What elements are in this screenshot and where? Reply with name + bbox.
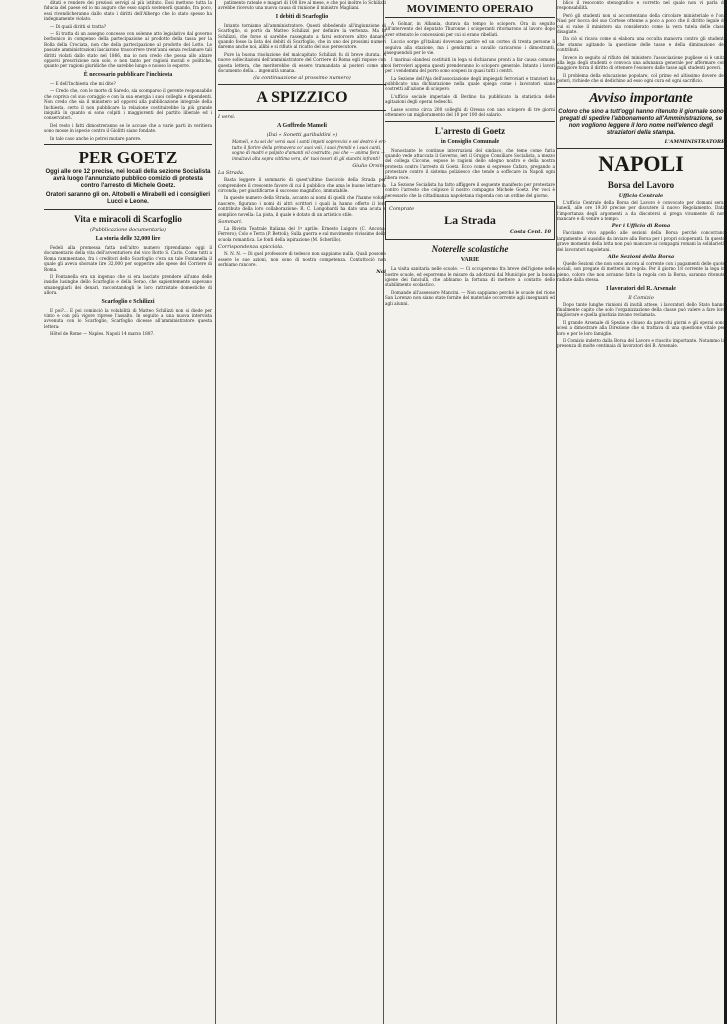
- col3-arresto: Nonostante le continue interruzioni del sindaco, che teme come furia quando vede attaccata il Governo, ieri il Gruppo Consiliare Socialista, a mezzo del collega Ciccone, espose le ragioni dello sdegno nostro e della nostra protesta contro l'arresto di Goetz. Ecco come si espresse Cafaro, pregando a protestare contro il sistema poliziesco che tende a soffocare in Napoli ogni libera voce.: [385, 147, 555, 180]
- column-4: [557, 0, 725, 1024]
- heading-scarfoglio-schilizzi: Scarfoglio e Schilizzi: [101, 298, 155, 305]
- signature-noi: Noi: [376, 269, 386, 276]
- col4-pro: Facciamo vivo appello alle sezioni della Borsa perché concorrano largamente al sussidio da inviare alla Borsa per i propri scioperanti. In questo grave momento della lotta non può mancare ai compagni romani la solidarietà dei lavoratori napoletani.: [557, 230, 725, 252]
- vita-subtitle: (Pubblicazione documentaria): [90, 226, 166, 233]
- col2-strada-2: In queste numero della Strada, accanto ai nomi di quelli che l'hanno voluto nascere, figurano i nomi di altri scrittori i quali la hanno offerto il loro contributo della loro collaborazione: R. C. Longobardi ha dato una acuta e semplice novella: La pista, il quale è dotato di un artistico stile.: [218, 195, 386, 217]
- heading-debiti-scarfoglio: I debiti di Scarfoglio: [275, 13, 329, 20]
- col3-mov-1: A Golnar, in Albania, durava da tempo lo sciopero. Ora in seguito all'intervento del deputato Thuronne i scioperanti ritornarono al lavoro dopo aver ottenuto le concessioni per cui si erano ribellati.: [385, 21, 555, 37]
- col1-storia: Fedeli alla promessa fatta nell'altro numero riprendiamo oggi il documentario della vita dell'avventuriero del vico Rotto S. Carlo. Come tutti a Roma rammentano, fra i creditori dello Scarfoglio c'era un tale Fontanella il quale gli aveva sborsate lire 32,000 per sopperire alle spese del Corriere di Roma.: [44, 244, 212, 272]
- col1-letter: Hôtel de Rome — Naples. Napoli 14 marzo 1887.: [50, 331, 155, 337]
- heading-la-strada: La Strada.: [218, 170, 245, 177]
- col1-answer-3: Del resto i fatti dimostreranno se le accuse che a varie parti in veritiera sono mosse in ispecie contro il Giolitti siano fondate.: [44, 122, 212, 134]
- col2-debiti-2: Pure la buona risoluzione del malcapitato Schilizzi fu di breve durata. A nuove sollecitazioni dell'amministratore del Corriere di Roma egli rispose con questa lettera, che meriterebbe di essere tramandata ai posteri come un documento della... ingenuità umana.: [218, 51, 386, 74]
- col1-question-1: — Di quali diritti si tratta?: [50, 23, 106, 29]
- comprate-la-strada-ad: [385, 201, 555, 240]
- comprate-title: La Strada: [444, 213, 496, 228]
- heading-arresto-goetz: L'arresto di Goetz: [434, 125, 506, 136]
- heading-lavoratori-arsenale: I lavoratori del R. Arsenale: [606, 285, 676, 292]
- col3-mov-4: La Sezione dell'Aja dell'associazione degli impiegati ferroviari e tranvieri ha pubblicato una dichiarazione nella quale spiega come i lavoratori siano costretti all'azione di sciopero.: [385, 75, 555, 92]
- heading-varie: VARIE: [460, 257, 480, 264]
- col4-sezioni: Quelle Sezioni che non sono ancora al corrente con i pagamenti delle quote sociali, son pregate di mettersi in regola. Per il giorno 18 corrente la lega in pieno, coloro che non avranno fatto la regola con la Borsa, saranno ritenute radiate dalla stessa.: [557, 260, 725, 283]
- mameli-poem: Mameli, e tu sei de' versi suoi i santi impeti soprevvivi e sei destro è ero tutto il fiorire della primavera co' suoi voli, i suoi fremiti e i suoi canti, sogno di madri e palpito d'amanti vil costrutto, poi che — anima fiera — innalzavi alta sopra vittima vera, de' tuoi tesori di gli stanchi infranti!: [232, 139, 386, 161]
- col2-intro: patimento rateale e magari di 100 lire al mese, e che poi inoltre lo Schilizzi avrebbe ricevuto una nuova causa di riunione il ministro Magliani.: [218, 0, 386, 11]
- avviso-signature: L'AMMINISTRATORE: [664, 138, 725, 145]
- divider: [385, 17, 555, 18]
- col4-borsa: L'ufficio Centrale della Borsa del Lavoro è convocato per domani sera, lunedì, alle ore 19.30 precise per discutere il nuovo Regolamento. Data l'importanza degli argomenti a da discutersi si prega vivamente di non mancare e di venire a tempo.: [557, 199, 725, 221]
- col1-answer-1: — Si tratta di un assegno concesso con solenne atto legislativo dal governo borbonico in compenso della partecipazione al prodotto della tassa per la Bolla della Crociata, non che della partecipazione al prodotto del Lotto. Le passate amministrazioni lasciarono trascorrere trent'anni senza reclamare tali diritti violati dallo stato nel 1866, ma io non credo che possa allo alzare opporsi prescrizione non solo, e non tanto per ragioni morali e politiche, quanto per ragioni giuridiche che sarebbe lungo e noioso lo esporre.: [44, 31, 212, 69]
- column-1: [44, 0, 212, 1024]
- heading-corrispondenza: Corrispondenza spicciola.: [218, 244, 284, 251]
- divider: [44, 144, 212, 145]
- col2-sommario: La Rivista Teatrale Italiana del 1º aprile: Ernesto Luigoro (C. Ancona-Ferrero); Colo e Terra (P. Bettoli); Sulla guerra e sul movimento vivissimo della scuola romantica. Le fonti della ispirazione (M. Scherillo).: [218, 225, 386, 242]
- col3-mov-3: I marinai olandesi costituiti in lega si dichiarano pronti a far causa comune coi ferrovieri appena questi prenderanno lo sciopero generale. Intanto i lavori per i vendemmi del porto sono sospesi in quasi tutti i centri.: [385, 57, 555, 74]
- col1-answer-4: In tale caso anche io potrei mutare parere.: [50, 135, 142, 141]
- heading-pro-roma: Per i Ufficio di Roma: [611, 223, 671, 230]
- col1-storia-2: Il Fontanella era un ingenuo che si era lasciato prendere all'amo delle insidie lusinghe dello Scarfoglio e della Serao, che sapientemente sapevano smaneggiarli dei denari, raccontandogli le loro rattristate domestiche di allora.: [44, 273, 212, 296]
- col4-cont-4: Il problema della educazione popolare, col primo ed altissimo dovere dei poteri, richiede che si dedichino ad esso ogni cura ed ogni sacrificio.: [557, 72, 725, 84]
- headline-a-spizzico: A SPIZZICO: [256, 89, 348, 107]
- versi-tag: I versi.: [218, 114, 236, 121]
- ufficio-centrale: Ufficio Centrale: [618, 192, 664, 199]
- avviso-text: Coloro che sino a tutt'oggi hanno ritenuto il giornale sono pregati di spedire l'abbonamento all'Amministrazione, se non vogliono leggere il loro nome nell'elenco degli straziatori della stampa.: [558, 108, 724, 136]
- col3-arresto-2: La Sezione Socialista ha fatto affiggere il seguente manifesto per protestare contro l'arresto che colpisce il nostro compagno Michele Goetz. Per voci è necessario che la cittadinanza napoletana risponda con un ordine del giorno.: [385, 181, 555, 198]
- divider: [218, 110, 386, 111]
- headline-avviso: Avviso importante: [589, 90, 693, 106]
- heading-sommari: Sommari.: [218, 218, 243, 225]
- col4-cont-3: Invece in seguito al rifiuto del ministero l'associazione pugliese si è unita alla lega degli studenti e convoca una adunanza generale per affermare con maggiore forza il diritto di ottenere l'esonero dalle tasse agli studenti poveri.: [557, 54, 725, 71]
- heading-storia-32000: La storia delle 32,000 lire: [95, 235, 161, 242]
- heading-comizio: Il Comizio: [628, 294, 654, 301]
- col4-arsenale-3: Il Comizio indetto dalla Borsa del Lavoro e riuscito importante. Notammo la presenza di molte centinaia di lavoratori del R. Arsenale.: [557, 338, 725, 349]
- divider: [44, 209, 212, 210]
- heading-sezioni-borsa: Alle Sezioni della Borsa: [607, 253, 675, 260]
- mameli-subtitle: (Dai « Sonetti garibaldini »): [266, 132, 338, 139]
- heading-noterelle: Noterelle scolastiche: [431, 244, 509, 255]
- col3-mov-5: L'ufficio sociale imperiale di Berlino ha pubblicato la statistica delle agitazioni degli operai tedeschi.: [385, 93, 555, 105]
- arresto-subtitle: in Consiglio Comunale: [440, 138, 500, 145]
- comprate-price: Costa Cent. 10: [510, 229, 551, 236]
- col3-noterelle: La visita sanitaria nelle scuole. — Ci occuperemo fra breve dell'igiene nelle nostre scuole, ed esporremo le misure da adottarsi dal Municipio per la buona igiene dei fanciulli, che abbiamo la fortuna di mettere a contatto dello stabilimento scolastico.: [385, 266, 555, 288]
- comprate-label: Comprate: [389, 206, 415, 213]
- col2-corrispondenza: N. N. N. — Di quel professore di tedesco non sappiamo nulla. Quali possono essere le sue azioni, non sono di nostra competenza. Contuttociò non serbiamo rancore.: [218, 251, 386, 267]
- heading-movimento-operaio: MOVIMENTO OPERAIO: [406, 3, 534, 15]
- headline-napoli: NAPOLI: [598, 150, 684, 176]
- col4-arsenale-2: Il grande Arsenale di Spezia e chiuso da parecchi giorni e gli operai sono scesi a dimostrare alla Direzione che si trattava di una questione vitale per loro e per le loro famiglie.: [557, 319, 725, 336]
- heading-vita-scarfoglio: Vita e miracoli di Scarfoglio: [74, 213, 182, 224]
- divider: [557, 148, 725, 149]
- col1-schilizzi: E poi?... E poi cominciò la volubilità di Matteo Schilizzi non si diede per vinto e con più vigore riprese l'assalto. In seguito a una nuova intervista avvenuta con lo Scarfoglio, Scarfoglio dicesse all'amministratore questa lettera:: [44, 307, 212, 329]
- col4-arsenale: Dopo tante lunghe riunioni di inutili attese, i lavoratori dello Stato hanno finalmente capito che solo l'organizzazione della classe può valere a fare loro migliorare e quella giustizia invano reclamata.: [557, 301, 725, 318]
- col2-strada: Basta leggere il sommario di quest'ultimo fascicolo della Strada per comprendere il crescente favore di cui il pubblico che ama le buone letture la circonda; per giustificarne il successo magnifico, immutabile.: [218, 177, 386, 193]
- heading-goffredo-mameli: A Goffredo Mameli: [277, 123, 327, 130]
- divider: [385, 121, 555, 122]
- goetz-comizio-note: Oggi alle ore 12 precise, nei locali della sezione Socialista avrà luogo l'annunziato pubblico comizio di protesta contro l'arresto di Michele Goetz.: [45, 168, 211, 189]
- divider: [218, 84, 386, 85]
- goetz-speakers: Oratori saranno gli on. Altobelli e Mirabelli ed i consiglieri Lucci e Leone.: [45, 191, 211, 205]
- col4-cont-2: Da ciò si ricava come si elabora una occulta manovra contro gli studenti che stanno agitando la questione delle tasse e della diminuzione dei contributi.: [557, 36, 725, 53]
- divider: [557, 87, 725, 88]
- heading-borsa-lavoro: Borsa del Lavoro: [607, 179, 675, 190]
- col2-debiti: Intanto torniamo all'amministratore. Questi obbedendo all'ingiunzione di Scarfoglio, si portò da Matteo Schilizzi per definire la vertenza. Ma lo Schilizzi, che forse si sarebbe rassegnato a farsi estorcere altro danaro, quando fosse la lista dei debiti di Scarfoglio, che in uno dei prossimi numeri daremo anche noi, allibì e si rifiutò al ricatto del suo persecutore.: [218, 22, 386, 50]
- column-3: [385, 0, 555, 1024]
- column-2: [218, 0, 386, 1024]
- col1-question-2: — E dell'Inchiesta che mi dite?: [50, 80, 116, 86]
- col3-mov-6: Lasse scorso circa 200 colleghi di Oressa con uno sciopero di tre giorni ottennero un miglioramento del 10 per 100 del salario.: [385, 106, 555, 118]
- col4-cont-1: Però gli studenti non si accontentano della circolare ministeriale e l'on. Nasi per bocca del suo Cortese ottenne a poco a poco che il diritto legale di cui si valse il ministero sia considerato come la vera tutela delle classi disagiate.: [557, 12, 725, 35]
- col4-intro: blico il resoconto stenografico e corretto nel quale non vi parla di responsabilità.: [557, 0, 725, 11]
- col1-answer-2: — Credo che, con le morte di Saredo, sia scomparso il gerente responsabile che copriva col suo coraggio e con la sua energia i suoi colleghi e dipendenti. Non credo che sia il ministero ad opporsi alla pubblicazione integrale della Inchiesta, certo il non pubblicare la relazione costituirebbe la più grande iniquità in quanto si sono colpiti i maggiorenti del partito liberale ed i conservatori.: [44, 88, 212, 121]
- col3-noterelle-2: Domande all'assessore Mancini. — Non sappiamo perché le scuole del rione San Lorenzo non siano state fornite del materiale occorrente agli insegnanti ed agli alunni.: [385, 289, 555, 306]
- continuation-note: (la continuazione al prossimo numero): [253, 75, 351, 82]
- column-rule-1: [215, 0, 216, 1024]
- poem-author: Giulio Orsini.: [352, 163, 386, 170]
- headline-per-goetz: PER GOETZ: [78, 147, 178, 167]
- col3-mov-2: Luccio sorge gl'italiani dovevano partire ed un corteo di trenta persone li seguiva alla stazione, ma i gendarmi a cavallo caricarono i dimostranti, inseguendoli per le vie.: [385, 39, 555, 56]
- col1-intro: ditati e rendere dei preziosi servigi al più istituto. Essi mettono tutta la fiducia del paese ed io mi auguro che esso saprà sostenerli quando, fra poco, essi rivendicheranno dallo stato i diritti dell'Albergo che lo stato spesso ha indegnamente violato.: [44, 0, 212, 22]
- heading-inchiesta: È necessario pubblicare l'inchiesta: [83, 71, 173, 78]
